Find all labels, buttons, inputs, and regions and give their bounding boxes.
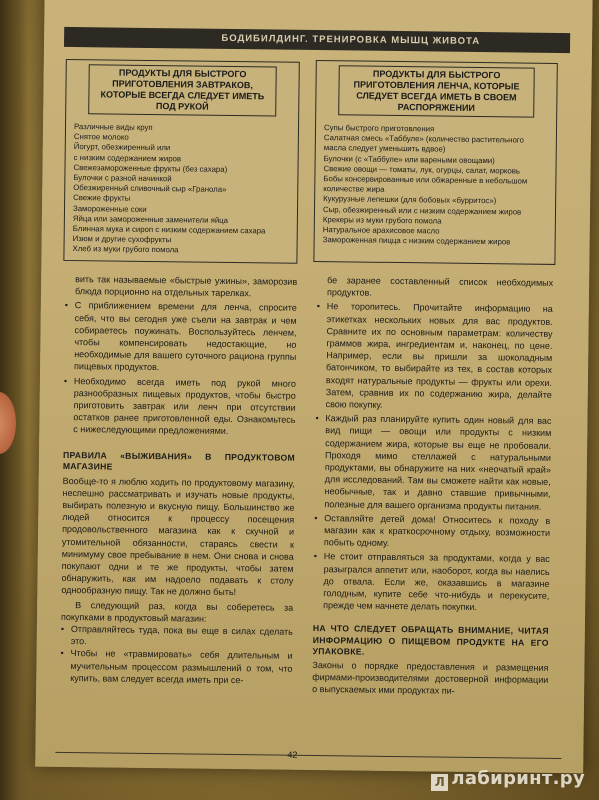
list-item: Свежие овощи — томаты, лук, огурцы, салат, морковь — [323, 163, 521, 176]
list-item: Различные виды круп — [73, 122, 153, 133]
bullet-item: • Отправляйтесь туда, пока вы еще в силах сделать это. — [61, 623, 293, 650]
book-page — [35, 0, 593, 773]
list-item: Крекеры из муки грубого помола — [322, 214, 442, 226]
list-item: Изюм и другие сухофрукты — [72, 234, 172, 245]
left-text-column — [60, 273, 297, 687]
list-item: Сыр, обезжиренный или с низким содержанием жиров — [322, 204, 522, 217]
running-head: БОДИБИЛДИНГ. ТРЕНИРОВКА МЫШЦ ЖИВОТА — [64, 27, 570, 53]
breakfast-products-box — [63, 59, 299, 264]
paragraph: В следующий раз, когда вы соберетесь за покупками в продуктовый магазин: — [60, 599, 294, 624]
bullet-item: • Не торопитесь. Прочитайте информацию на этикетках нескольких новых для вас продуктов. Сравните их по основным параметрам: количеству граммов жира, ингредиентам и, наконец, по цене. Например, если вы пришли за шоколадным батончиком, то выбирайте из тех, в состав которых входят натуральные продукты — фрукты или орехи. Затем, сравнив их по содержанию жира, делайте свою покупку. — [316, 300, 553, 413]
labirint-logo-icon: Л — [431, 774, 448, 791]
paragraph: бе заранее составленный список необходимых продуктов. — [326, 275, 554, 298]
list-item: Булочки с разной начинкой — [73, 173, 172, 184]
breakfast-box-title: ПРОДУКТЫ ДЛЯ БЫСТРОГО ПРИГОТОВЛЕНИЯ ЗАВТРАКОВ, КОТОРЫЕ ВСЕГДА СЛЕДУЕТ ИМЕТЬ ПОД РУКОЙ — [88, 64, 277, 116]
list-item: Булочки (с «Таббуле» или вареными овощами) — [323, 153, 495, 165]
lunch-products-box — [313, 60, 557, 265]
watermark-text: лабиринт.ру — [451, 768, 585, 789]
bullet-item: • Необходимо всегда иметь под рукой много разнообразных пищевых продуктов, чтобы быстро приготовить завтрак или ленч при отсутствии остатков ранее приготовленной еды. Ознакомьтесь с нижеследующими предложениями. — [63, 375, 296, 439]
list-item: с низким содержанием жиров — [73, 152, 182, 163]
page-number: 42 — [287, 749, 298, 760]
list-item: Бобы консервированные или обжаренные в небольшом — [323, 174, 528, 186]
paragraph: Вообще-то я люблю ходить по продуктовому магазину, неспешно рассматривать и изучать новые продукты, выбирать полезную и вкусную пищу. Большинство же людей относится к процессу посещения продовольственного магазина как к скучной и утомительной обязанности, стараясь свести к минимуму свое пребывание в нем. Они снова и снова покупают одни и те же продукты, чтобы затем обнаружить, как им надоело подавать к столу однообразную пищу. Так не должно быть! — [61, 475, 295, 598]
footer-rule — [55, 749, 561, 760]
watermark-logo — [431, 768, 585, 791]
list-item: Обезжиренный сливочный сыр «Гранола» — [73, 183, 227, 195]
list-item: Салатная смесь «Таббуле» (количество растительного — [323, 133, 524, 145]
list-item: Супы быстрого приготовления — [323, 123, 435, 134]
list-item: Яйца или замороженные заменители яйца — [72, 213, 229, 225]
list-item: Замороженные соки — [72, 203, 147, 214]
paragraph: Законы о порядке предоставления и размещения фирмами-производителями достоверной информации о выпускаемых ими продуктах пи- — [312, 659, 549, 697]
list-item: Блинная мука и сироп с низким содержанием сахара — [72, 224, 266, 236]
list-item: масла следует уменьшить вдвое) — [323, 143, 446, 154]
list-item: Свежезамороженные фрукты (без сахара) — [73, 162, 228, 174]
bullet-item: • С приближением времени для ленча, спросите себя, что вы сегодня уже съели на завтрак и чем собираетесь поужинать. Воспользуйтесь ленчем, чтобы компенсировать недостающие, но необходимые для вашего суточного рациона группы пищевых продуктов. — [64, 299, 297, 375]
list-item: Хлеб из муки грубого помола — [72, 244, 179, 255]
list-item: Натуральное арахисовое масло — [322, 225, 440, 236]
lunch-box-title: ПРОДУКТЫ ДЛЯ БЫСТРОГО ПРИГОТОВЛЕНИЯ ЛЕНЧА, КОТОРЫЕ СЛЕДУЕТ ВСЕГДА ИМЕТЬ В СВОЕМ РАСПОРЯЖЕНИИ — [338, 65, 535, 117]
list-item: количестве жира — [323, 184, 385, 195]
list-item: Кукурузные лепешки (для бобовых «бурритос») — [323, 194, 497, 206]
right-text-column — [312, 274, 553, 698]
bullet-item: • Не стоит отправляться за продуктами, когда у вас разыгрался аппетит или, наоборот, когда вы наелись до отвала. Если же, оказавшись в магазине голодным, купите себе что-нибудь и перекусите, прежде чем начнете делать покупки. — [313, 550, 550, 614]
lunch-list — [323, 123, 556, 248]
section-heading: ПРАВИЛА «ВЫЖИВАНИЯ» В ПРОДУКТОВОМ МАГАЗИНЕ — [62, 449, 296, 472]
paragraph: вить так называемые «быстрые ужины», заморозив блюда порционно на отдельных тарелках. — [74, 274, 298, 299]
list-item: Замороженная пицца с низким содержанием жиров — [322, 235, 511, 247]
bullet-item: • Каждый раз планируйте купить один новый для вас вид пищи — овощи или продукты с низким содержанием жира, которые вы еще не пробовали. Проходя мимо стеллажей с натуральными продуктами, вы обнаружите на них «неочатый край» для исследований. Там вы сможете найти как новые, необычные, так и давно ставшие привычными, полезные для вашего организма продукты питания. — [314, 412, 551, 513]
list-item: Свежие фрукты — [73, 193, 131, 204]
list-item: Йогурт, обезжиренный или — [73, 142, 171, 153]
bullet-item: • Оставляйте детей дома! Относитесь к походу в магазин как к краткосрочному отдыху, возможности побыть одному. — [314, 512, 550, 551]
bullet-item: • Чтобы не «травмировать» себя длительным и мучительным процессом размышлений о том, что купить, вам следует всегда иметь при се- — [60, 647, 292, 686]
breakfast-list — [72, 122, 298, 257]
list-item: Снятое молоко — [73, 132, 129, 142]
section-heading: НА ЧТО СЛЕДУЕТ ОБРАЩАТЬ ВНИМАНИЕ, ЧИТАЯ ИНФОРМАЦИЮ О ПИЩЕВОМ ПРОДУКТЕ НА ЕГО УПАКОВКЕ. — [312, 623, 549, 658]
